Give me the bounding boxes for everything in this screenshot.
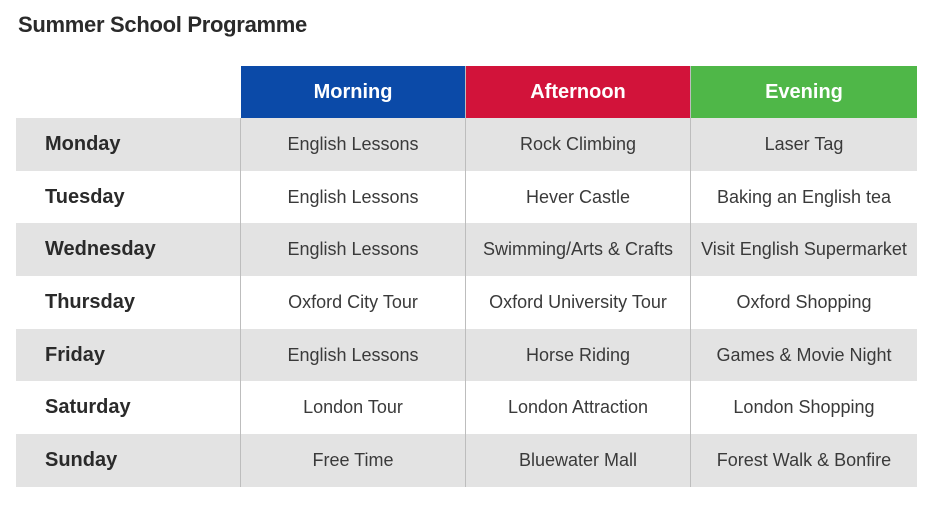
page-title: Summer School Programme [18, 12, 307, 37]
header-afternoon: Afternoon [466, 66, 691, 118]
evening-activity: Baking an English tea [691, 171, 917, 224]
afternoon-activity: Swimming/Arts & Crafts [466, 223, 691, 276]
afternoon-activity: Rock Climbing [466, 118, 691, 171]
day-label: Wednesday [16, 223, 241, 276]
evening-activity: Oxford Shopping [691, 276, 917, 329]
evening-activity: Visit English Supermarket [691, 223, 917, 276]
afternoon-activity: London Attraction [466, 381, 691, 434]
evening-activity: London Shopping [691, 381, 917, 434]
table-row [16, 171, 917, 224]
day-label: Thursday [16, 276, 241, 329]
table-row [16, 381, 917, 434]
header-evening: Evening [691, 66, 917, 118]
afternoon-activity: Bluewater Mall [466, 434, 691, 487]
morning-activity: London Tour [241, 381, 466, 434]
table-row [16, 434, 917, 487]
table-header-row [16, 66, 917, 118]
morning-activity: English Lessons [241, 223, 466, 276]
afternoon-activity: Horse Riding [466, 329, 691, 382]
evening-activity: Laser Tag [691, 118, 917, 171]
table-row [16, 276, 917, 329]
evening-activity: Forest Walk & Bonfire [691, 434, 917, 487]
day-label: Tuesday [16, 171, 241, 224]
header-corner [16, 66, 241, 118]
day-label: Sunday [16, 434, 241, 487]
day-label: Friday [16, 329, 241, 382]
afternoon-activity: Hever Castle [466, 171, 691, 224]
morning-activity: English Lessons [241, 118, 466, 171]
morning-activity: English Lessons [241, 171, 466, 224]
morning-activity: Oxford City Tour [241, 276, 466, 329]
evening-activity: Games & Movie Night [691, 329, 917, 382]
header-morning: Morning [241, 66, 466, 118]
table-row [16, 329, 917, 382]
table-row [16, 118, 917, 171]
afternoon-activity: Oxford University Tour [466, 276, 691, 329]
morning-activity: Free Time [241, 434, 466, 487]
morning-activity: English Lessons [241, 329, 466, 382]
day-label: Saturday [16, 381, 241, 434]
schedule-table [16, 66, 917, 487]
table-row [16, 223, 917, 276]
day-label: Monday [16, 118, 241, 171]
